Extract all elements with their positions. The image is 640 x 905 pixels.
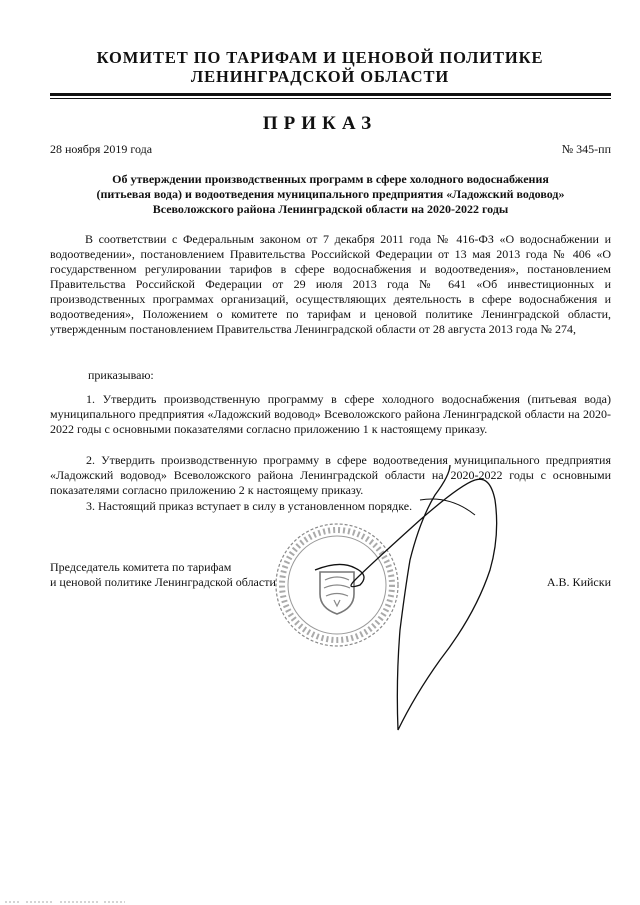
preamble-paragraph: В соответствии с Федеральным законом от 7 декабря 2011 года № 416-ФЗ «О водоснабжении и водоотведении», постановлением Правительства Российской Федерации от 13 мая 2013 года № 406 «О государственном регулировании тарифов в сфере водоснабжения и водоотведения», постановлением Правительства Российской Федерации от 29 июля 2013 года № 641 «Об инвестиционных и производственных программах организаций, осуществляющих деятельность в сфере водоснабжения и водоотведения», Положением о комитете по тарифам и ценовой политике Ленинградской области, утвержденным постановлением Правительства Ленинградской области от 28 августа 2013 года № 274, [50, 232, 611, 336]
handwritten-signature [300, 440, 550, 740]
order-item-2: 2. Утвердить производственную программу в сфере водоотведения муниципального предприятия «Ладожский водовод» Всеволожского района Ленинградской области на 2020-2022 годы с основными показателями согласно приложению 2 к настоящему приказу. [50, 453, 611, 497]
signatory-position-line2: и ценовой политике Ленинградской области [50, 575, 276, 589]
order-item-1: 1. Утвердить производственную программу в сфере холодного водоснабжения (питьевая вода) муниципального предприятия «Ладожский водовод» Всеволожского района Ленинградской области на 2020-2022 годы с основными показателями согласно приложению 1 к настоящему приказу. [50, 392, 611, 436]
organization-name-line2: ЛЕНИНГРАДСКОЙ ОБЛАСТИ [190, 67, 450, 86]
order-item-3: 3. Настоящий приказ вступает в силу в установленном порядке. [86, 499, 413, 513]
document-number: № 345-пп [561, 142, 611, 156]
subject-line-1: Об утверждении производственных программ в сфере холодного водоснабжения [112, 172, 549, 186]
organization-name-line1: КОМИТЕТ ПО ТАРИФАМ И ЦЕНОВОЙ ПОЛИТИКЕ [96, 48, 544, 67]
subject-heading [50, 172, 611, 217]
subject-line-2: (питьевая вода) и водоотведения муниципального предприятия «Ладожский водовод» [96, 187, 565, 201]
scan-artifact-strip [0, 895, 640, 905]
signatory-position-line1: Председатель комитета по тарифам [50, 560, 232, 574]
document-title: ПРИКАЗ [262, 113, 378, 134]
signatory-name: А.В. Кийски [546, 575, 611, 589]
header-rule-thick [50, 93, 611, 96]
order-word: приказываю: [88, 368, 154, 382]
document-date: 28 ноября 2019 года [50, 142, 153, 156]
header-rule-thin [50, 98, 611, 99]
subject-line-3: Всеволожского района Ленинградской области на 2020-2022 годы [152, 202, 509, 216]
